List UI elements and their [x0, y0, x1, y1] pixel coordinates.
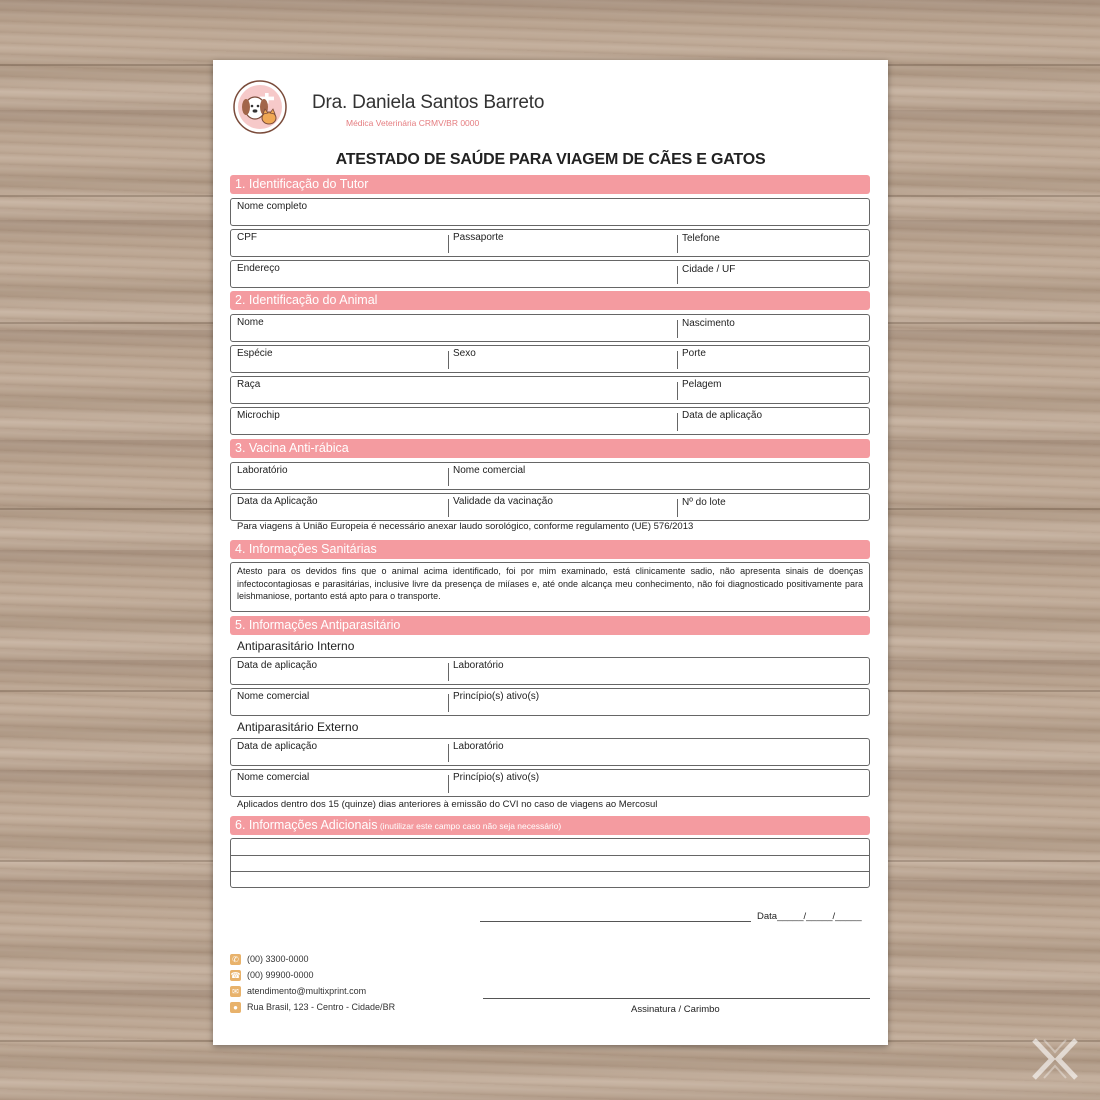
field-label-validade[interactable]: Validade da vacinação — [453, 496, 553, 507]
section-title: 5. Informações Antiparasitário — [235, 618, 401, 632]
additional-info-field[interactable] — [230, 838, 870, 888]
field-label-cidade[interactable]: Cidade / UF — [682, 264, 736, 275]
contact-address-text: Rua Brasil, 123 - Centro - Cidade/BR — [247, 1002, 396, 1012]
field-divider — [677, 351, 678, 369]
field-label-nascimento[interactable]: Nascimento — [682, 318, 735, 329]
writing-line — [231, 855, 869, 856]
field-divider — [677, 382, 678, 400]
field-row-raca-pelagem — [230, 376, 870, 404]
contact-address — [230, 1001, 395, 1013]
field-row-interno-nome-principio — [230, 688, 870, 716]
field-divider — [448, 694, 449, 712]
field-divider — [448, 468, 449, 486]
field-label-microchip[interactable]: Microchip — [237, 410, 280, 421]
section-header-sanitarias — [230, 540, 870, 559]
field-row-endereco-cidade — [230, 260, 870, 288]
field-divider — [448, 744, 449, 762]
section-header-adicionais — [230, 816, 870, 835]
field-label-nome-comercial[interactable]: Nome comercial — [237, 691, 310, 702]
field-divider — [448, 775, 449, 793]
field-label-data-aplicacao[interactable]: Data da Aplicação — [237, 496, 318, 507]
field-row-externo-nome-principio — [230, 769, 870, 797]
field-row-interno-data-lab — [230, 657, 870, 685]
whatsapp-icon: ☎ — [230, 971, 241, 981]
section-title: 4. Informações Sanitárias — [235, 542, 377, 556]
contact-whatsapp — [230, 969, 314, 981]
field-divider — [448, 351, 449, 369]
field-divider — [677, 320, 678, 338]
field-row-especie-sexo-porte — [230, 345, 870, 373]
field-label-telefone[interactable]: Telefone — [682, 233, 720, 244]
field-label-nome-comercial[interactable]: Nome comercial — [453, 465, 526, 476]
field-divider — [448, 663, 449, 681]
contact-email — [230, 985, 366, 997]
date-field[interactable]: Data_____/_____/_____ — [757, 911, 862, 922]
doctor-name: Dra. Daniela Santos Barreto — [312, 92, 545, 113]
field-label-nome-comercial[interactable]: Nome comercial — [237, 772, 310, 783]
envelope-icon: ✉ — [230, 986, 241, 997]
vet-logo-icon — [233, 80, 287, 134]
field-label: Nome completo — [237, 201, 308, 212]
contact-phone-text: (00) 3300-0000 — [247, 954, 309, 964]
field-row-data-validade-lote — [230, 493, 870, 521]
contact-whatsapp-text: (00) 99900-0000 — [247, 970, 314, 980]
document-title: ATESTADO DE SAÚDE PARA VIAGEM DE CÃES E GATOS — [335, 151, 766, 168]
subhead-externo: Antiparasitário Externo — [237, 720, 359, 734]
signature-label: Assinatura / Carimbo — [631, 1004, 720, 1015]
field-nome-completo[interactable] — [230, 198, 870, 226]
section-header-vacina — [230, 439, 870, 458]
section-header-animal — [230, 291, 870, 310]
field-label-data-aplicacao[interactable]: Data de aplicação — [237, 741, 318, 752]
location-pin-icon: ● — [230, 1002, 241, 1013]
contact-email-text: atendimento@multixprint.com — [247, 986, 367, 996]
field-divider — [677, 266, 678, 284]
field-divider — [677, 499, 678, 517]
field-label-principio[interactable]: Princípio(s) ativo(s) — [453, 691, 540, 702]
section-title: 6. Informações Adicionais — [235, 818, 378, 832]
phone-icon: ✆ — [230, 954, 241, 965]
section-title: 2. Identificação do Animal — [235, 293, 378, 307]
field-label-porte[interactable]: Porte — [682, 348, 706, 359]
field-label-laboratorio[interactable]: Laboratório — [453, 741, 504, 752]
writing-line — [231, 871, 869, 872]
field-row-cpf-passaporte-telefone — [230, 229, 870, 257]
field-label-nome[interactable]: Nome — [237, 317, 264, 328]
field-label-cpf[interactable]: CPF — [237, 232, 257, 243]
contact-phone — [230, 953, 309, 965]
field-row-laboratorio-nome — [230, 462, 870, 490]
field-divider — [448, 499, 449, 517]
field-divider — [448, 235, 449, 253]
field-label-principio[interactable]: Princípio(s) ativo(s) — [453, 772, 540, 783]
field-label-data-aplicacao[interactable]: Data de aplicação — [682, 410, 763, 421]
doctor-credentials: Médica Veterinária CRMV/BR 0000 — [346, 118, 480, 128]
field-row-microchip — [230, 407, 870, 435]
signature-line[interactable] — [483, 998, 870, 999]
field-label-especie[interactable]: Espécie — [237, 348, 273, 359]
section-header-antiparasitario — [230, 616, 870, 635]
field-label-lote[interactable]: Nº do lote — [682, 497, 726, 508]
field-row-externo-data-lab — [230, 738, 870, 766]
section-title: 3. Vacina Anti-rábica — [235, 441, 349, 455]
watermark-logo-icon — [1030, 1036, 1080, 1082]
field-divider — [677, 235, 678, 253]
field-divider — [677, 413, 678, 431]
field-label-endereco[interactable]: Endereço — [237, 263, 280, 274]
place-line[interactable] — [480, 921, 751, 922]
section-title: 1. Identificação do Tutor — [235, 177, 369, 191]
section-note: (inutilizar este campo caso não seja necessário) — [377, 821, 562, 831]
subhead-interno: Antiparasitário Interno — [237, 639, 355, 653]
certificate-sheet — [213, 60, 888, 1045]
field-label-data-aplicacao[interactable]: Data de aplicação — [237, 660, 318, 671]
section-header-tutor — [230, 175, 870, 194]
field-label-raca[interactable]: Raça — [237, 379, 261, 390]
field-label-laboratorio[interactable]: Laboratório — [453, 660, 504, 671]
field-label-laboratorio[interactable]: Laboratório — [237, 465, 288, 476]
sanitary-statement: Atesto para os devidos fins que o animal acima identificado, foi por mim examinado, está clinicamente sadio, não apresenta sinais de doenças infectocontagiosas e parasitárias, inclusive livre da presença de miíases e, até onde alcança meu conhecimento, não foi diagnosticado positivamente para leishmaniose, portanto está apto para o transporte. — [237, 566, 863, 601]
vaccine-note: Para viagens à União Europeia é necessário anexar laudo sorológico, conforme regulamento (UE) 576/2013 — [237, 521, 694, 532]
field-label-sexo[interactable]: Sexo — [453, 348, 476, 359]
field-label-passaporte[interactable]: Passaporte — [453, 232, 504, 243]
field-row-nome-nascimento — [230, 314, 870, 342]
antiparasitic-note: Aplicados dentro dos 15 (quinze) dias anteriores à emissão do CVI no caso de viagens ao Mercosul — [237, 799, 658, 810]
field-label-pelagem[interactable]: Pelagem — [682, 379, 722, 390]
